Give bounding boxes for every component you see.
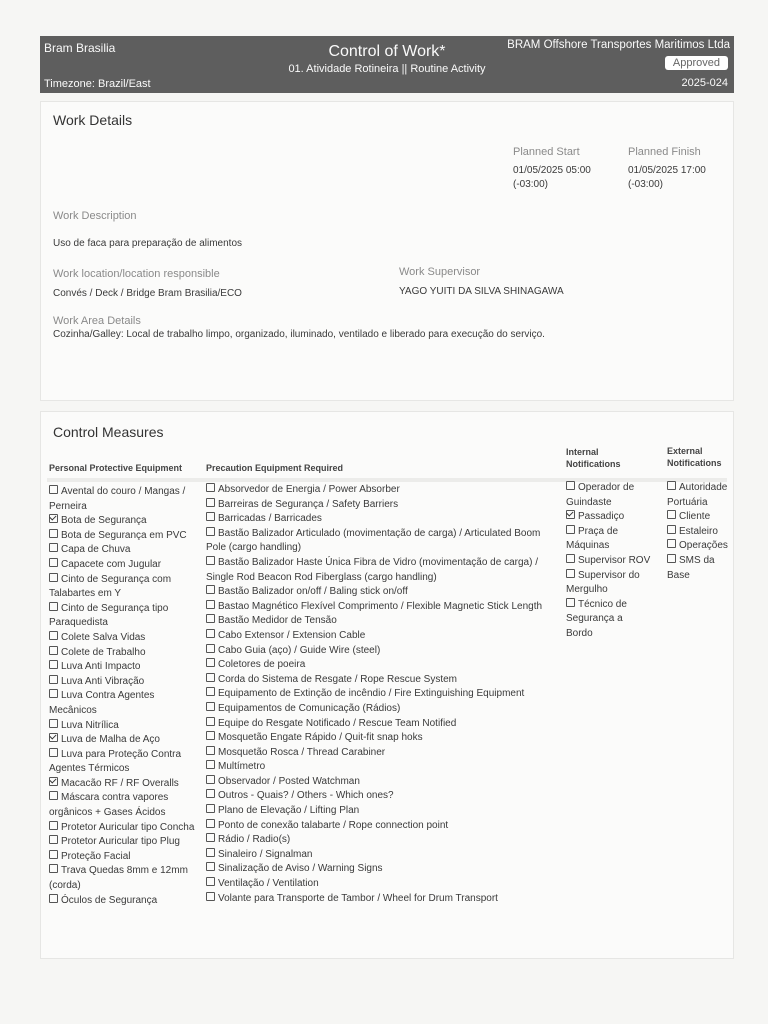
internal-notification-item-label: Técnico de Segurança a Bordo [566,598,627,639]
precaution-item[interactable] [206,498,562,513]
internal-notification-item-label: Supervisor ROV [578,554,651,566]
internal-notification-item-label: Operador de Guindaste [566,482,635,508]
precaution-item[interactable] [206,673,562,688]
external-notification-item-label: Autoridade Portuária [667,482,728,508]
checkbox[interactable] [49,850,58,859]
ppe-item-label: Luva Anti Impacto [61,661,141,673]
ppe-item[interactable] [49,850,199,865]
checkbox[interactable] [49,631,58,640]
checkbox[interactable] [206,848,215,857]
permit-number: 2025-024 [681,77,728,89]
checkbox[interactable] [206,600,215,609]
ppe-item[interactable] [49,514,199,529]
checkbox[interactable] [49,748,58,757]
ppe-item[interactable] [49,631,199,646]
work-area-details: Cozinha/Galley: Local de trabalho limpo, organizado, iluminado, ventilado e liberado para execução do serviço. [53,329,545,340]
precaution-item[interactable] [206,614,562,629]
checkbox[interactable] [49,529,58,538]
checked-checkbox[interactable] [49,514,58,523]
ppe-item[interactable] [49,660,199,675]
planned-finish-date: 01/05/2025 17:00 [628,165,706,176]
checkbox[interactable] [206,804,215,813]
ppe-item-label: Cinto de Segurança tipo Paraquedista [49,602,169,629]
company-name: BRAM Offshore Transportes Maritimos Ltda [507,39,730,51]
vessel-name: Bram Brasilia [44,41,116,55]
checkbox[interactable] [206,512,215,521]
precaution-item[interactable] [206,483,562,498]
ppe-item[interactable] [49,529,199,544]
checkbox[interactable] [206,877,215,886]
work-location-label: Work location/location responsible [53,268,220,280]
planned-finish-tz: (-03:00) [628,179,664,190]
ppe-item-label: Máscara contra vapores orgânicos + Gases Ácidos [49,792,169,819]
checkbox[interactable] [49,660,58,669]
checkbox[interactable] [206,673,215,682]
precaution-item-label: Bastao Magnético Flexível Comprimento / Flexible Magnetic Stick Length [218,600,543,612]
precaution-item-label: Bastão Balizador Haste Única Fibra de Vidro (movimentação de carga) / Single Rod Beacon Rod Fiberglass (cargo handling) [206,556,538,583]
external-notification-item[interactable] [667,539,731,554]
internal-notification-item-label: Passadiço [578,511,625,523]
precaution-item[interactable] [206,702,562,717]
ppe-item[interactable] [49,777,199,792]
checkbox[interactable] [49,558,58,567]
external-notification-item[interactable] [667,554,731,583]
ppe-item-label: Proteção Facial [61,850,131,862]
precaution-item-label: Sinalização de Aviso / Warning Signs [218,863,383,875]
checkbox[interactable] [206,717,215,726]
precaution-item-label: Ponto de conexão talabarte / Rope connection point [218,819,449,831]
checked-checkbox[interactable] [49,777,58,786]
ppe-item[interactable] [49,748,199,777]
checkbox[interactable] [566,569,575,578]
precaution-item-label: Absorvedor de Energia / Power Absorber [218,484,400,495]
checkbox[interactable] [206,702,215,711]
internal-notification-item[interactable] [566,525,652,554]
ppe-item-label: Protetor Auricular tipo Plug [61,836,180,848]
precaution-item[interactable] [206,687,562,702]
external-notification-item-label: Cliente [679,511,711,523]
form-header [40,36,734,93]
ppe-item[interactable] [49,719,199,734]
ppe-item-label: Luva Anti Vibração [61,675,145,687]
checkbox[interactable] [206,746,215,755]
precaution-item[interactable] [206,658,562,673]
precaution-item[interactable] [206,775,562,790]
ppe-item-label: Capa de Chuva [61,544,131,556]
work-details-card [40,101,734,401]
precaution-item-label: Rádio / Radio(s) [218,834,291,846]
ppe-list [49,485,199,908]
ppe-item-label: Trava Quedas 8mm e 12mm (corda) [49,865,188,892]
status-badge: Approved [665,56,728,70]
page-title: Control of Work* [328,43,446,60]
precaution-item[interactable] [206,717,562,732]
external-notifications-header: External Notifications [667,446,722,468]
checkbox[interactable] [49,543,58,552]
ppe-item[interactable] [49,864,199,893]
external-notification-item-label: SMS da Base [667,554,715,581]
checkbox[interactable] [206,687,215,696]
precaution-item-label: Barreiras de Segurança / Safety Barriers [218,498,399,510]
checkbox[interactable] [667,525,676,534]
checkbox[interactable] [49,894,58,903]
ppe-item-label: Protetor Auricular tipo Concha [61,821,195,833]
work-area-label: Work Area Details [53,315,141,327]
checked-checkbox[interactable] [566,510,575,519]
checkbox[interactable] [667,554,676,563]
ppe-item[interactable] [49,485,199,514]
external-notification-item[interactable] [667,510,731,525]
precaution-item[interactable] [206,877,562,892]
ppe-item[interactable] [49,675,199,690]
work-supervisor-label: Work Supervisor [399,266,481,278]
ppe-item[interactable] [49,543,199,558]
ppe-item[interactable] [49,894,199,909]
work-details-title: Work Details [53,112,133,128]
internal-notification-item[interactable] [566,554,652,569]
ppe-item[interactable] [49,689,199,718]
ppe-item-label: Bota de Segurança [61,515,147,527]
ppe-item[interactable] [49,821,199,836]
precaution-item-label: Bastão Balizador Articulado (movimentação de carga) / Articulated Boom Pole (cargo handling) [206,527,541,554]
precaution-item[interactable] [206,600,562,615]
precaution-item[interactable] [206,760,562,775]
control-measures-card [40,411,734,959]
precaution-item[interactable] [206,585,562,600]
precaution-item[interactable] [206,629,562,644]
external-notifications-list [667,481,731,583]
precaution-item-label: Barricadas / Barricades [218,513,322,525]
ppe-item[interactable] [49,602,199,631]
precaution-item-label: Mosquetão Engate Rápido / Quit-fit snap hoks [218,732,423,744]
ppe-item[interactable] [49,558,199,573]
checkbox[interactable] [566,554,575,563]
work-description: Uso de faca para preparação de alimentos [53,238,243,249]
internal-notification-item-label: Supervisor do Mergulho [566,569,640,596]
checkbox[interactable] [49,835,58,844]
checkbox[interactable] [49,791,58,800]
precaution-item[interactable] [206,746,562,761]
checkbox[interactable] [566,481,575,490]
checkbox[interactable] [49,646,58,655]
checkbox[interactable] [49,689,58,698]
precaution-item[interactable] [206,512,562,527]
precaution-item-label: Cabo Guia (aço) / Guide Wire (steel) [218,644,381,656]
external-notification-item[interactable] [667,481,731,510]
internal-notification-item[interactable] [566,481,652,510]
ppe-item-label: Luva Nitrílica [61,719,119,731]
checkbox[interactable] [566,525,575,534]
ppe-item-label: Avental do couro / Mangas / Perneira [49,486,186,512]
internal-notifications-list [566,481,652,642]
precaution-item-label: Equipe do Resgate Notificado / Rescue Team Notified [218,717,457,729]
checkbox[interactable] [49,719,58,728]
checkbox[interactable] [206,483,215,492]
precaution-item[interactable] [206,848,562,863]
checkbox[interactable] [206,556,215,565]
precaution-item-label: Cabo Extensor / Extension Cable [218,629,366,641]
internal-notifications-header: Internal Notifications [566,447,621,469]
checkbox[interactable] [206,892,215,901]
ppe-item-label: Colete de Trabalho [61,646,146,658]
checkbox[interactable] [206,629,215,638]
precaution-item[interactable] [206,833,562,848]
ppe-item-label: Luva para Proteção Contra Agentes Térmicos [49,748,182,775]
checkbox[interactable] [667,510,676,519]
precaution-item[interactable] [206,556,562,585]
checkbox[interactable] [566,598,575,607]
ppe-item-label: Luva Contra Agentes Mecânicos [49,690,155,716]
precaution-item-label: Equipamento de Extinção de incêndio / Fire Extinguishing Equipment [218,688,525,700]
precaution-item-label: Observador / Posted Watchman [218,775,360,787]
checkbox[interactable] [206,658,215,667]
ppe-item[interactable] [49,573,199,602]
ppe-item-label: Óculos de Segurança [61,894,158,906]
precaution-item-label: Sinaleiro / Signalman [218,848,313,860]
precaution-list [206,483,562,906]
ppe-item[interactable] [49,733,199,748]
precaution-item-label: Corda do Sistema de Resgate / Rope Rescue System [218,673,458,685]
ppe-item-label: Macacão RF / RF Overalls [61,777,179,789]
ppe-item-label: Cinto de Segurança com Talabartes em Y [49,573,172,600]
precaution-item-label: Plano de Elevação / Lifting Plan [218,805,360,817]
precaution-item-label: Equipamentos de Comunicação (Rádios) [218,702,401,714]
precaution-item[interactable] [206,527,562,556]
checkbox[interactable] [206,833,215,842]
precaution-item-label: Bastão Balizador on/off / Baling stick on/off [218,586,408,598]
checkbox[interactable] [49,675,58,684]
precaution-item[interactable] [206,804,562,819]
checkbox[interactable] [206,498,215,507]
checkbox[interactable] [206,614,215,623]
ppe-item-label: Colete Salva Vidas [61,631,146,643]
external-notification-item-label: Operações [679,540,728,552]
checkbox[interactable] [206,760,215,769]
ppe-item[interactable] [49,646,199,661]
checkbox[interactable] [206,862,215,871]
external-notification-item-label: Estaleiro [679,525,718,537]
internal-notification-item[interactable] [566,569,652,598]
planned-start-date: 01/05/2025 05:00 [513,165,591,176]
work-supervisor: YAGO YUITI DA SILVA SHINAGAWA [399,286,564,297]
work-description-label: Work Description [53,210,137,222]
precaution-item[interactable] [206,892,562,907]
work-location: Convés / Deck / Bridge Bram Brasilia/ECO [53,288,242,299]
planned-start-label: Planned Start [513,146,580,158]
planned-finish-label: Planned Finish [628,146,701,158]
precaution-item-label: Coletores de poeira [218,659,306,671]
precaution-item[interactable] [206,789,562,804]
internal-notification-item[interactable] [566,598,652,642]
checkbox[interactable] [49,864,58,873]
planned-start-tz: (-03:00) [513,179,549,190]
ppe-header: Personal Protective Equipment [49,463,183,473]
internal-notification-item-label: Praça de Máquinas [566,525,619,552]
control-measures-title: Control Measures [53,424,164,440]
checkbox[interactable] [206,775,215,784]
checkbox[interactable] [206,819,215,828]
checkbox[interactable] [49,485,58,494]
checkbox[interactable] [206,731,215,740]
checkbox[interactable] [667,539,676,548]
precaution-item-label: Outros - Quais? / Others - Which ones? [218,790,394,802]
precaution-item-label: Ventilação / Ventilation [218,878,319,890]
checkbox[interactable] [667,481,676,490]
checkbox[interactable] [206,644,215,653]
checkbox[interactable] [49,602,58,611]
checkbox[interactable] [206,527,215,536]
precaution-item-label: Mosquetão Rosca / Thread Carabiner [218,746,386,758]
ppe-item[interactable] [49,791,199,820]
precaution-item[interactable] [206,731,562,746]
precaution-item-label: Multímetro [218,761,266,773]
precaution-item-label: Bastão Medidor de Tensão [218,615,337,627]
control-of-work-form [40,36,734,959]
ppe-item[interactable] [49,835,199,850]
checkbox[interactable] [206,789,215,798]
external-notification-item[interactable] [667,525,731,540]
precaution-item[interactable] [206,862,562,877]
checkbox[interactable] [49,573,58,582]
checkbox[interactable] [206,585,215,594]
checked-checkbox[interactable] [49,733,58,742]
checkbox[interactable] [49,821,58,830]
ppe-item-label: Capacete com Jugular [61,558,162,570]
ppe-item-label: Luva de Malha de Aço [61,734,160,746]
precaution-item[interactable] [206,644,562,659]
activity-type: 01. Atividade Rotineira || Routine Activity [288,63,486,75]
ppe-item-label: Bota de Segurança em PVC [61,529,187,541]
precaution-item-label: Volante para Transporte de Tambor / Wheel for Drum Transport [218,892,498,904]
precaution-item[interactable] [206,819,562,834]
internal-notification-item[interactable] [566,510,652,525]
timezone: Timezone: Brazil/East [44,78,151,90]
precaution-header: Precaution Equipment Required [206,463,344,473]
